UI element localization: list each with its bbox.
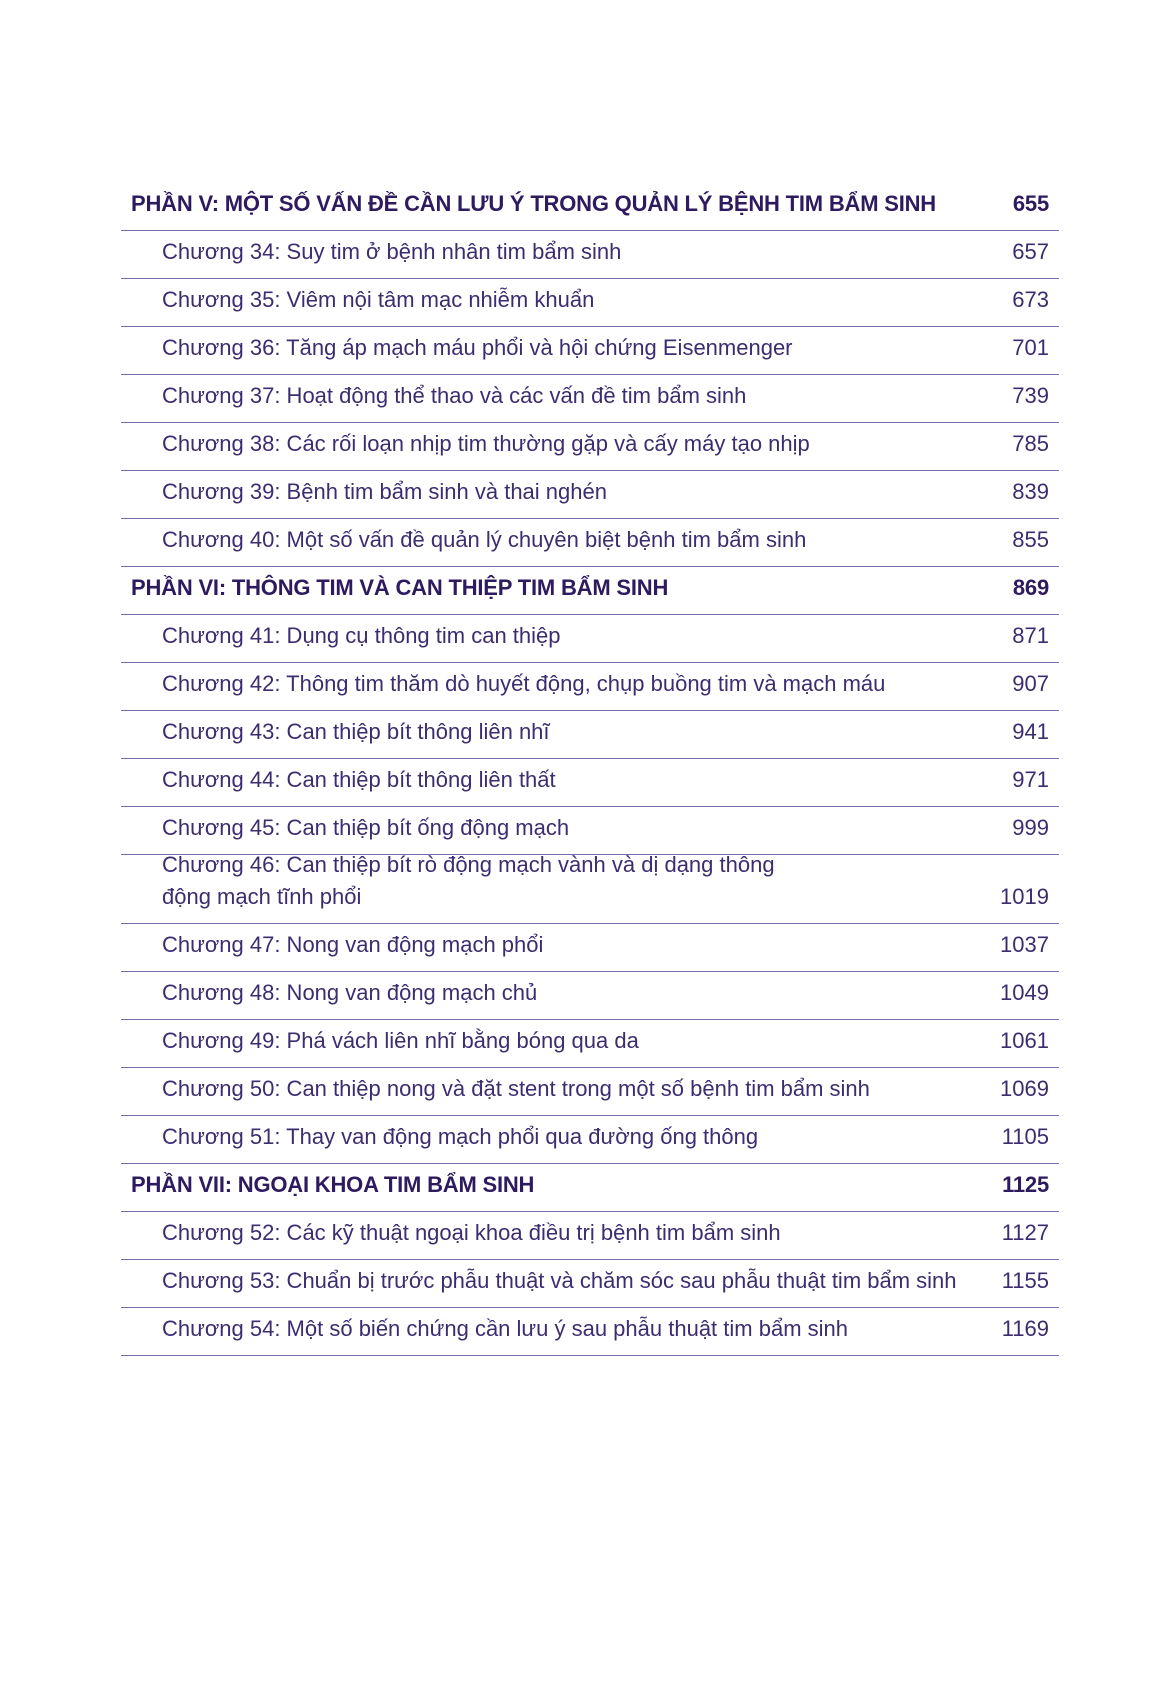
toc-chapter-row[interactable] [121, 1212, 1059, 1260]
chapter-title: Chương 35: Viêm nội tâm mạc nhiễm khuẩn [162, 287, 595, 312]
table-of-contents [121, 183, 1059, 1356]
toc-chapter-row[interactable] [121, 852, 1059, 924]
toc-chapter-row[interactable] [121, 1116, 1059, 1164]
page-number: 907 [1012, 671, 1049, 696]
toc-part-row[interactable] [121, 1164, 1059, 1212]
page-number: 657 [1012, 239, 1049, 264]
toc-chapter-row[interactable] [121, 1020, 1059, 1068]
page-number: 1125 [1002, 1172, 1049, 1197]
page-number: 941 [1012, 719, 1049, 744]
chapter-title: Chương 50: Can thiệp nong và đặt stent trong một số bệnh tim bẩm sinh [162, 1076, 870, 1101]
toc-part-row[interactable] [121, 567, 1059, 615]
page-number: 1019 [1000, 884, 1049, 909]
chapter-title: Chương 46: Can thiệp bít rò động mạch vành và dị dạng thông động mạch tĩnh phổi [162, 852, 775, 909]
page-number: 673 [1012, 287, 1049, 312]
chapter-title: Chương 40: Một số vấn đề quản lý chuyên biệt bệnh tim bẩm sinh [162, 527, 807, 552]
toc-chapter-row[interactable] [121, 279, 1059, 327]
toc-chapter-row[interactable] [121, 615, 1059, 663]
page-number: 1169 [1001, 1316, 1049, 1341]
toc-chapter-row[interactable] [121, 1068, 1059, 1116]
chapter-title: Chương 44: Can thiệp bít thông liên thất [162, 767, 556, 792]
toc-chapter-row[interactable] [121, 663, 1059, 711]
toc-chapter-row[interactable] [121, 807, 1059, 855]
toc-chapter-row[interactable] [121, 231, 1059, 279]
chapter-title: Chương 38: Các rối loạn nhịp tim thường gặp và cấy máy tạo nhịp [162, 431, 810, 456]
page-number: 785 [1012, 431, 1049, 456]
toc-chapter-row[interactable] [121, 711, 1059, 759]
part-title: PHẦN VI: THÔNG TIM VÀ CAN THIỆP TIM BẨM SINH [131, 575, 669, 600]
chapter-title: Chương 54: Một số biến chứng cần lưu ý sau phẫu thuật tim bẩm sinh [162, 1316, 848, 1341]
page-number: 1155 [1001, 1268, 1049, 1293]
toc-chapter-row[interactable] [121, 1308, 1059, 1356]
page-number: 1105 [1001, 1124, 1049, 1149]
page-number: 1127 [1001, 1220, 1049, 1245]
part-title: PHẦN VII: NGOẠI KHOA TIM BẨM SINH [131, 1172, 535, 1197]
page-number: 999 [1012, 815, 1049, 840]
page-number: 701 [1012, 335, 1049, 360]
chapter-title: Chương 37: Hoạt động thể thao và các vấn đề tim bẩm sinh [162, 383, 747, 408]
page-number: 739 [1012, 383, 1049, 408]
toc-chapter-row[interactable] [121, 972, 1059, 1020]
toc-chapter-row[interactable] [121, 423, 1059, 471]
page-number: 871 [1012, 623, 1049, 648]
page-number: 1037 [1000, 932, 1049, 957]
chapter-title: Chương 34: Suy tim ở bệnh nhân tim bẩm sinh [162, 239, 622, 264]
chapter-title: Chương 51: Thay van động mạch phổi qua đường ống thông [162, 1124, 759, 1149]
chapter-title: Chương 42: Thông tim thăm dò huyết động, chụp buồng tim và mạch máu [162, 671, 886, 696]
toc-chapter-row[interactable] [121, 471, 1059, 519]
page-number: 971 [1012, 767, 1049, 792]
chapter-title: Chương 43: Can thiệp bít thông liên nhĩ [162, 719, 550, 744]
toc-chapter-row[interactable] [121, 327, 1059, 375]
page-number: 869 [1012, 575, 1049, 600]
toc-chapter-row[interactable] [121, 375, 1059, 423]
chapter-title: Chương 53: Chuẩn bị trước phẫu thuật và chăm sóc sau phẫu thuật tim bẩm sinh [162, 1268, 957, 1293]
page-number: 839 [1012, 479, 1049, 504]
toc-chapter-row[interactable] [121, 924, 1059, 972]
chapter-title: Chương 52: Các kỹ thuật ngoại khoa điều trị bệnh tim bẩm sinh [162, 1220, 781, 1245]
chapter-title: Chương 48: Nong van động mạch chủ [162, 980, 538, 1005]
chapter-title: Chương 41: Dụng cụ thông tim can thiệp [162, 623, 561, 648]
page-number: 1069 [1000, 1076, 1049, 1101]
toc-chapter-row[interactable] [121, 519, 1059, 567]
chapter-title: Chương 49: Phá vách liên nhĩ bằng bóng qua da [162, 1028, 639, 1053]
chapter-title: Chương 45: Can thiệp bít ống động mạch [162, 815, 570, 840]
page-number: 1061 [1000, 1028, 1049, 1053]
toc-chapter-row[interactable] [121, 759, 1059, 807]
page-number: 855 [1012, 527, 1049, 552]
chapter-title: Chương 47: Nong van động mạch phổi [162, 932, 544, 957]
toc-part-row[interactable] [121, 183, 1059, 231]
page-number: 1049 [1000, 980, 1049, 1005]
chapter-title: Chương 36: Tăng áp mạch máu phổi và hội chứng Eisenmenger [162, 335, 793, 360]
chapter-title: Chương 39: Bệnh tim bẩm sinh và thai nghén [162, 479, 607, 504]
page-number: 655 [1012, 191, 1049, 216]
part-title: PHẦN V: MỘT SỐ VẤN ĐỀ CẦN LƯU Ý TRONG QUẢN LÝ BỆNH TIM BẨM SINH [131, 191, 936, 216]
toc-chapter-row[interactable] [121, 1260, 1059, 1308]
